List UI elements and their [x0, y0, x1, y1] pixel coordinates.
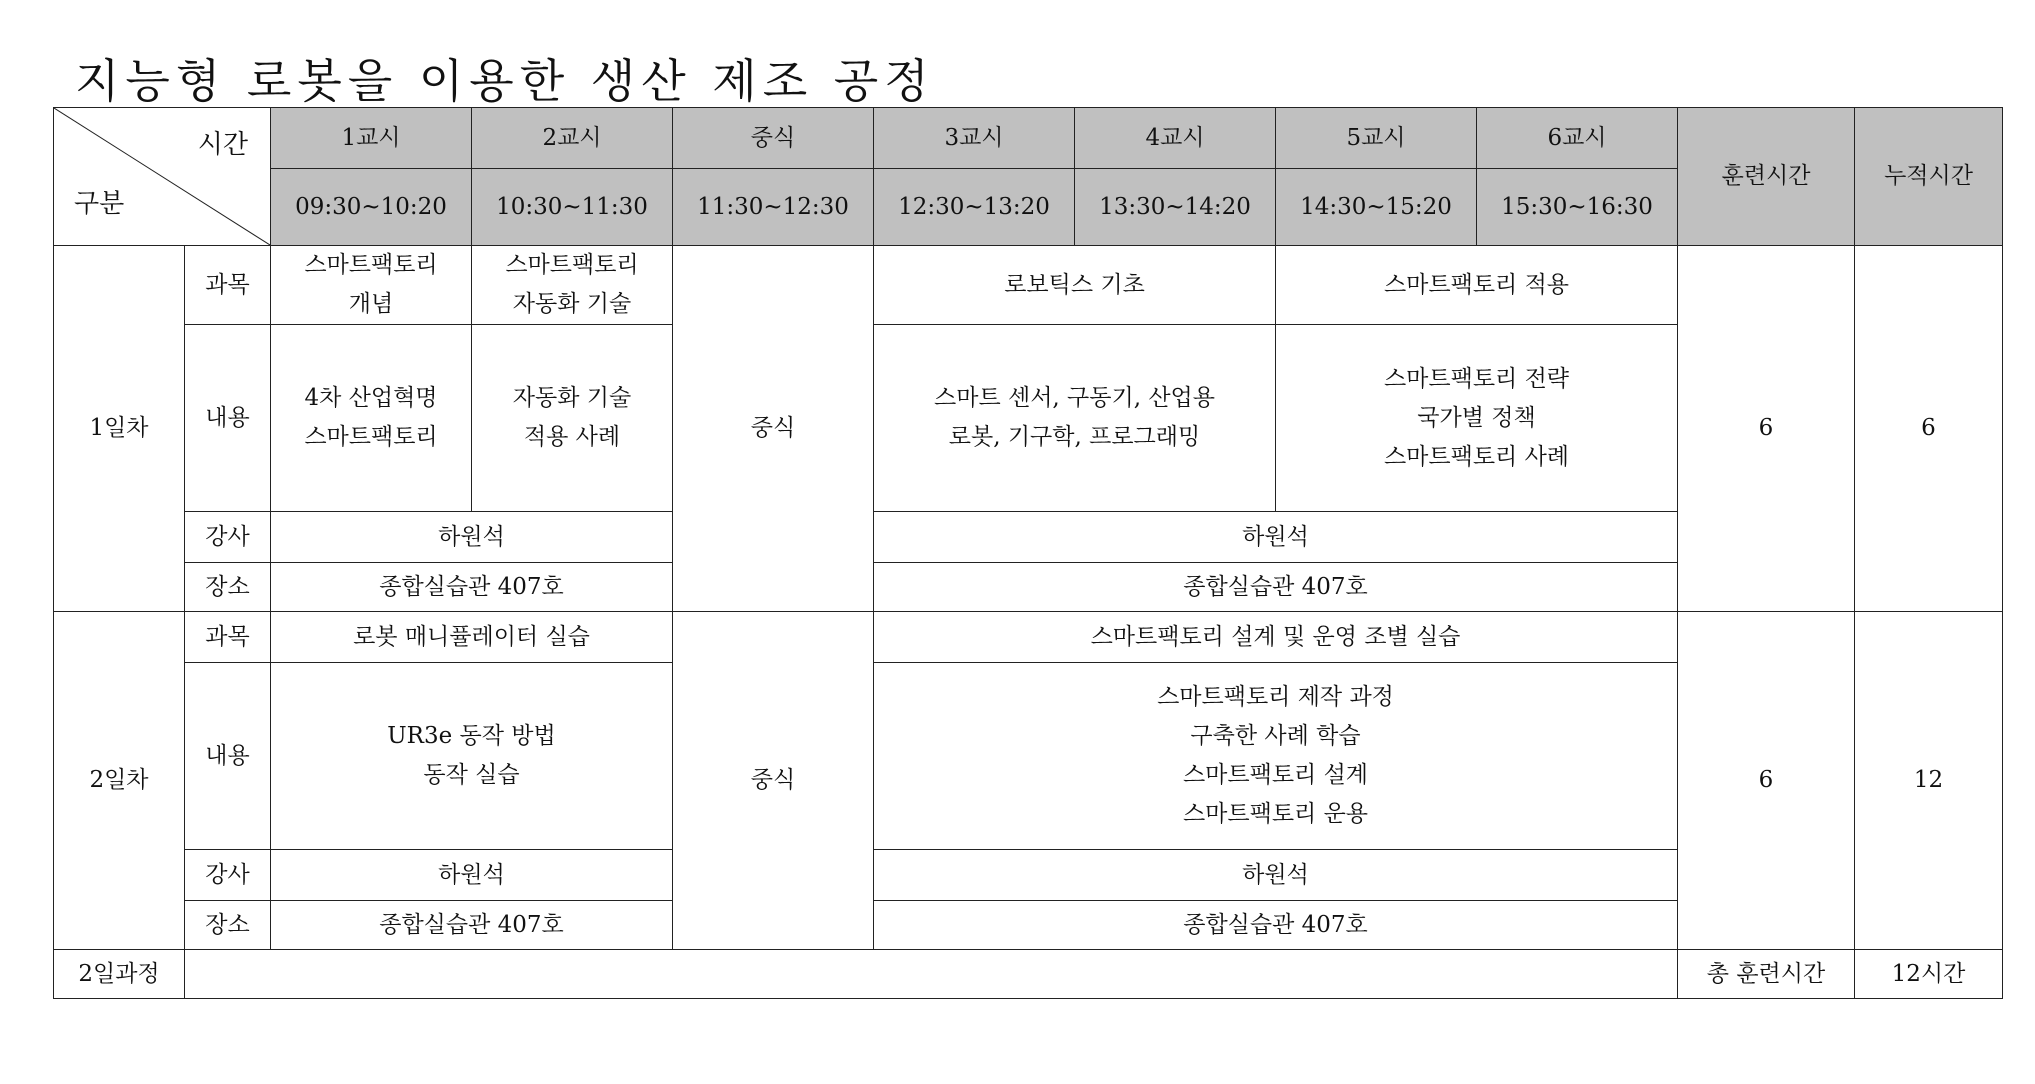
subject-cell: 로봇 매니퓰레이터 실습	[271, 612, 673, 663]
content-line: 스마트팩토리 사례	[1383, 443, 1570, 470]
content-cell	[271, 325, 472, 512]
location-cell: 종합실습관 407호	[271, 563, 673, 612]
row-label-content: 내용	[185, 325, 271, 512]
page-title: 지능형 로봇을 이용한 생산 제조 공정	[75, 54, 935, 108]
period-time: 09:30~10:20	[271, 169, 472, 246]
content-line: 스마트팩토리	[304, 424, 438, 450]
subject-cell	[271, 246, 472, 325]
subject-cell: 스마트팩토리 설계 및 운영 조별 실습	[874, 612, 1678, 663]
training-hours-value: 6	[1678, 246, 1855, 612]
location-cell: 종합실습관 407호	[874, 901, 1678, 950]
day1-subject-row	[54, 246, 2003, 325]
row-label-instructor: 강사	[185, 512, 271, 563]
corner-header-cell	[54, 108, 271, 246]
period-time: 14:30~15:20	[1276, 169, 1477, 246]
subject-cell	[472, 246, 673, 325]
lunch-cell: 중식	[673, 246, 874, 612]
total-hours-label: 총 훈련시간	[1678, 950, 1855, 999]
content-line: 스마트팩토리 설계	[1182, 762, 1369, 788]
cumulative-hours-value: 6	[1855, 246, 2003, 612]
day2-subject-row	[54, 612, 2003, 663]
content-cell	[271, 663, 673, 850]
content-line: 적용 사례	[523, 424, 621, 450]
period-time: 12:30~13:20	[874, 169, 1075, 246]
cumulative-hours-header: 누적시간	[1855, 108, 2003, 246]
content-line: 로봇, 기구학, 프로그래밍	[948, 424, 1201, 450]
content-line: 구축한 사례 학습	[1190, 723, 1361, 749]
instructor-cell: 하원석	[271, 512, 673, 563]
row-label-content: 내용	[185, 663, 271, 850]
subject-cell: 로보틱스 기초	[874, 246, 1276, 325]
schedule-table	[53, 107, 2003, 999]
row-label-subject: 과목	[185, 246, 271, 325]
corner-time-label: 시간	[197, 130, 248, 160]
content-line: 스마트팩토리 운용	[1182, 801, 1369, 827]
subject-line: 스마트팩토리	[304, 252, 438, 278]
training-hours-header: 훈련시간	[1678, 108, 1855, 246]
instructor-cell: 하원석	[874, 850, 1678, 901]
period-label: 5교시	[1276, 108, 1477, 169]
content-line: 스마트팩토리 제작 과정	[1157, 684, 1394, 710]
period-label: 6교시	[1477, 108, 1678, 169]
course-length: 2일과정	[54, 950, 185, 999]
content-cell	[874, 325, 1276, 512]
period-label: 4교시	[1075, 108, 1276, 169]
instructor-cell: 하원석	[271, 850, 673, 901]
footer-blank	[185, 950, 1678, 999]
corner-category-label: 구분	[74, 189, 125, 219]
content-line: UR3e 동작 방법	[387, 723, 556, 749]
instructor-cell: 하원석	[874, 512, 1678, 563]
footer-row	[54, 950, 2003, 999]
period-label: 3교시	[874, 108, 1075, 169]
period-time: 11:30~12:30	[673, 169, 874, 246]
period-time: 15:30~16:30	[1477, 169, 1678, 246]
content-cell	[874, 663, 1678, 850]
subject-line: 자동화 기술	[512, 291, 632, 317]
diagonal-line	[54, 108, 270, 245]
period-label: 1교시	[271, 108, 472, 169]
cumulative-hours-value: 12	[1855, 612, 2003, 950]
content-line: 동작 실습	[423, 762, 520, 788]
row-label-instructor: 강사	[185, 850, 271, 901]
row-label-subject: 과목	[185, 612, 271, 663]
period-label: 중식	[673, 108, 874, 169]
period-label: 2교시	[472, 108, 673, 169]
content-line: 국가별 정책	[1417, 404, 1536, 431]
content-line: 4차 산업혁명	[304, 385, 438, 411]
content-line: 스마트팩토리 전략	[1383, 365, 1570, 392]
row-label-location: 장소	[185, 563, 271, 612]
day-label: 1일차	[54, 246, 185, 612]
content-cell	[1276, 325, 1678, 512]
lunch-cell: 중식	[673, 612, 874, 950]
period-time: 13:30~14:20	[1075, 169, 1276, 246]
location-cell: 종합실습관 407호	[874, 563, 1678, 612]
row-label-location: 장소	[185, 901, 271, 950]
content-cell	[472, 325, 673, 512]
total-hours-value: 12시간	[1855, 950, 2003, 999]
location-cell: 종합실습관 407호	[271, 901, 673, 950]
content-line: 스마트 센서, 구동기, 산업용	[934, 385, 1215, 411]
content-line: 자동화 기술	[512, 385, 632, 411]
period-time: 10:30~11:30	[472, 169, 673, 246]
training-hours-value: 6	[1678, 612, 1855, 950]
header-row-periods	[54, 108, 2003, 169]
day-label: 2일차	[54, 612, 185, 950]
subject-line: 개념	[348, 291, 394, 317]
subject-line: 스마트팩토리	[505, 252, 639, 278]
subject-cell: 스마트팩토리 적용	[1276, 246, 1678, 325]
